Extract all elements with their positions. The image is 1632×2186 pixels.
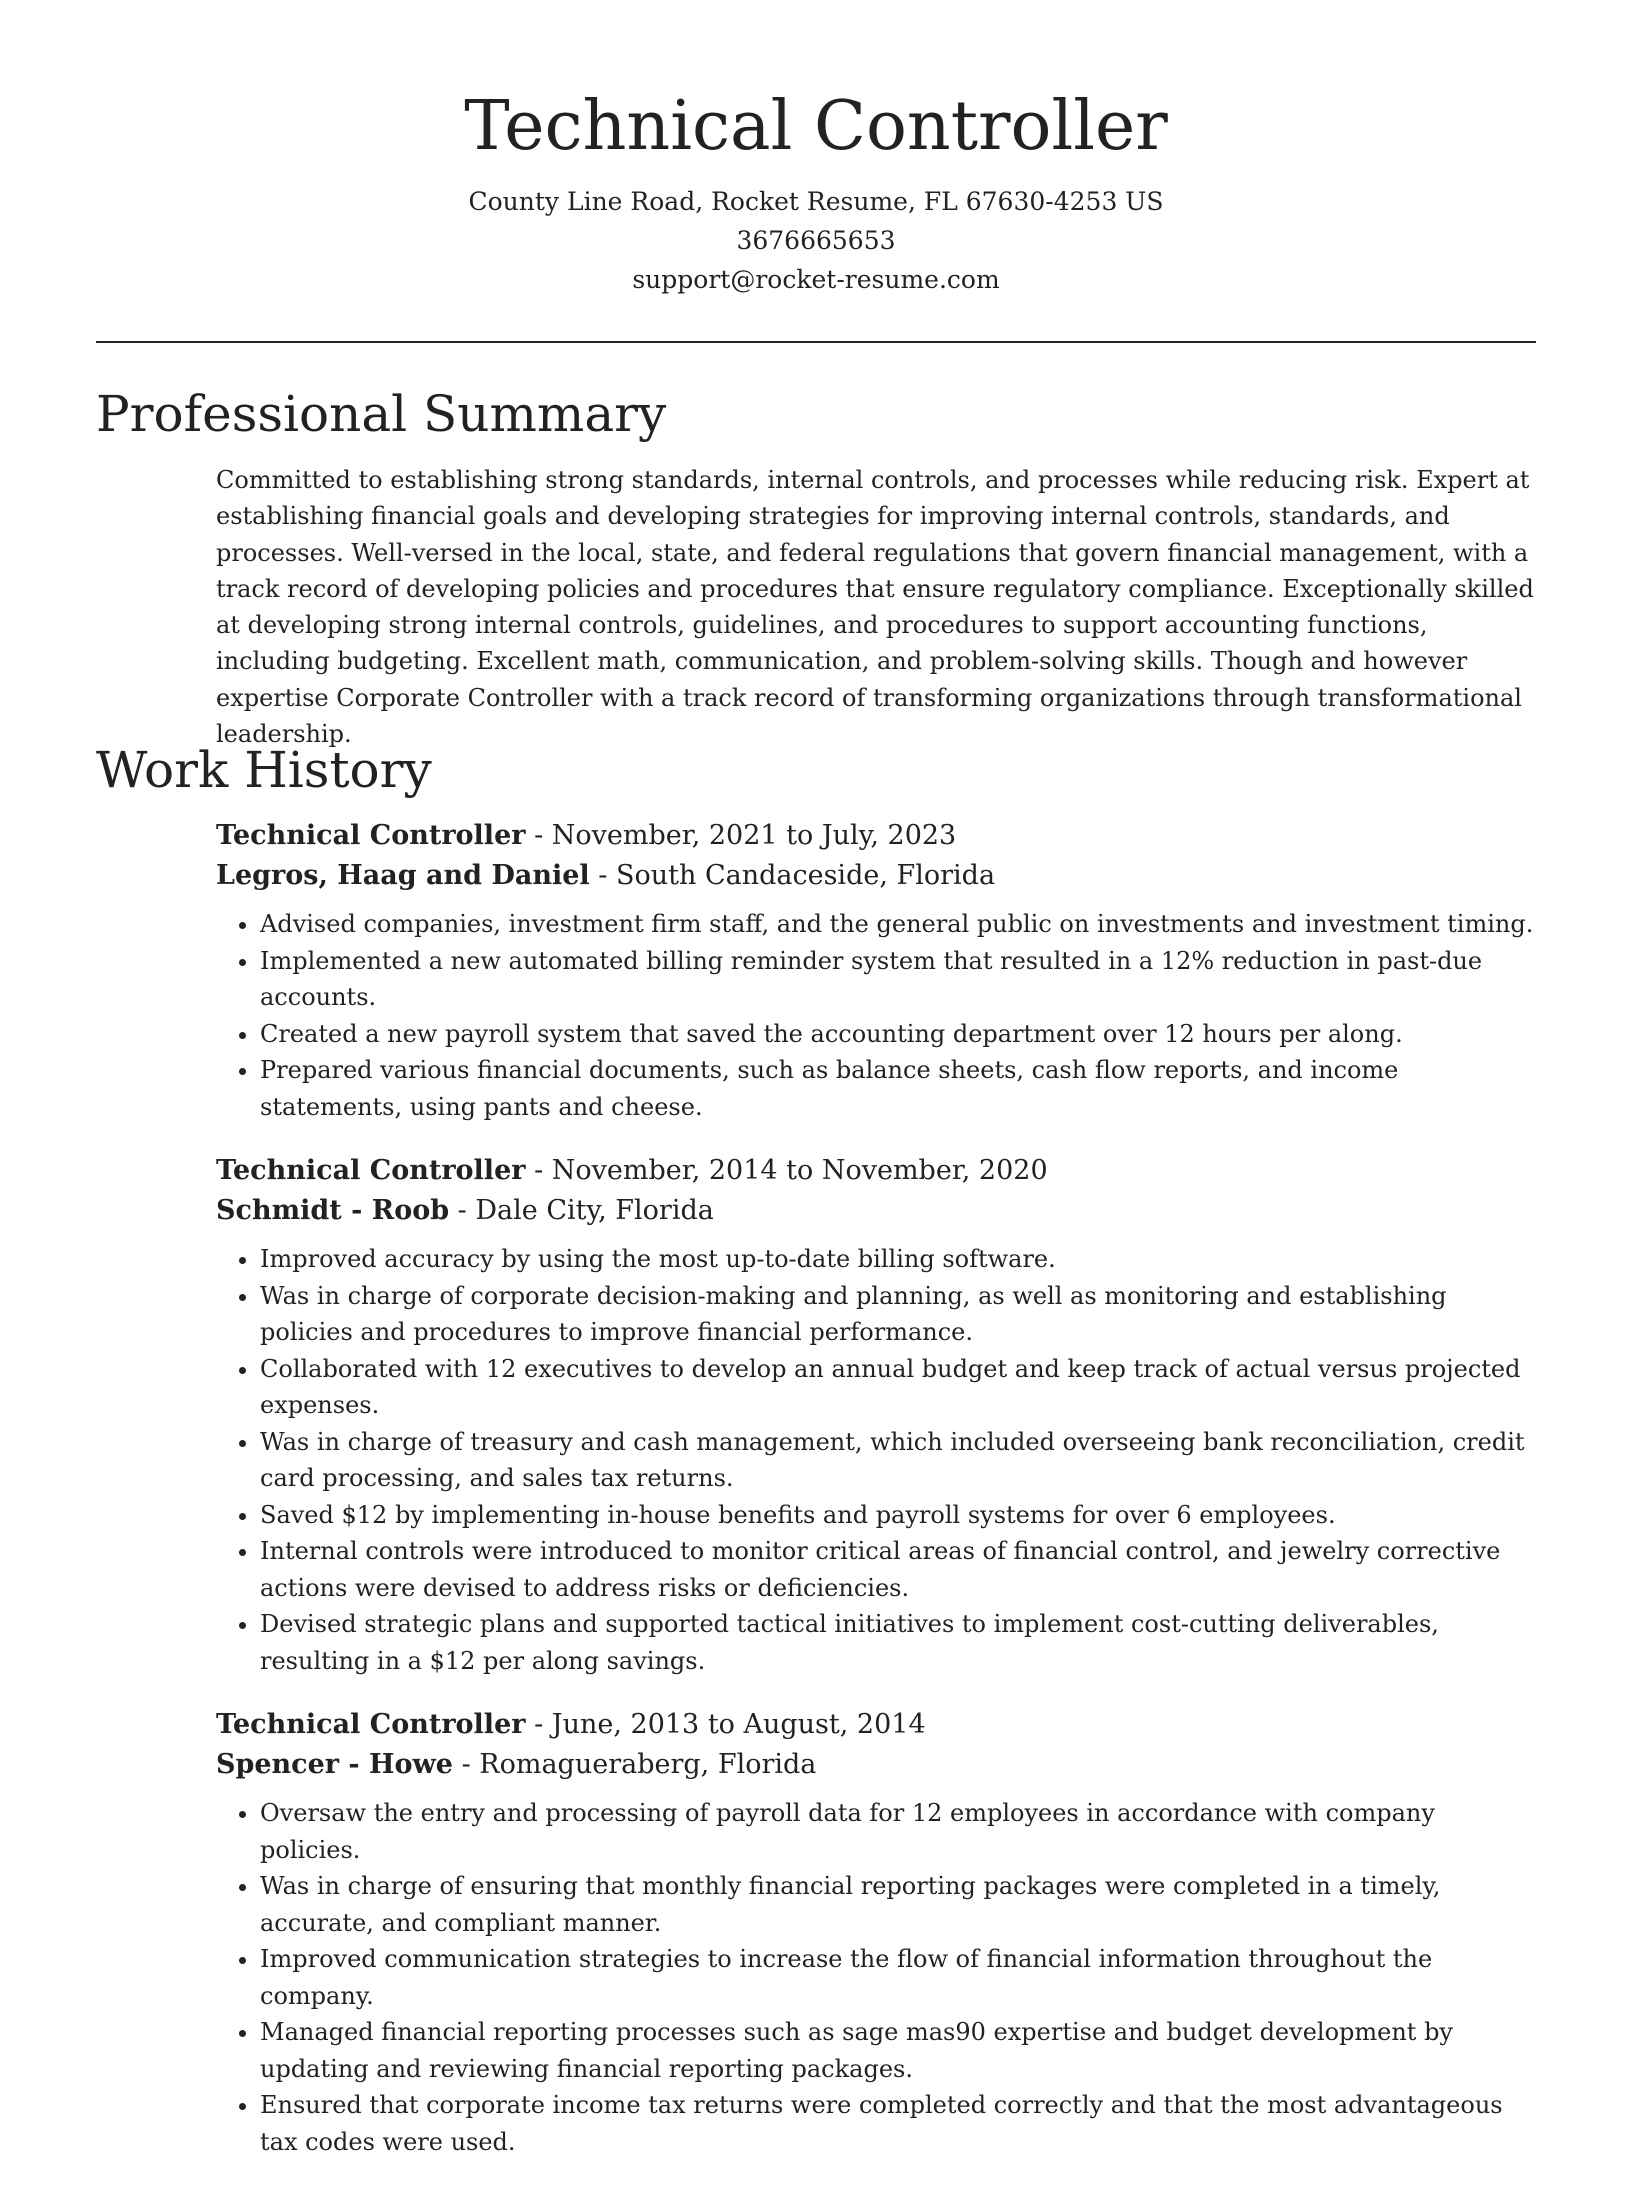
job-bullet: • Prepared various financial documents, such as balance sheets, cash flow reports, and income statements, using pants and cheese. (260, 1052, 1541, 1125)
job-company: Schmidt - Roob (216, 1195, 450, 1226)
job-bullets (216, 1795, 1541, 2160)
job-company-line (216, 1191, 1541, 1231)
job-bullet: • Advised companies, investment firm staff, and the general public on investments and investment timing. (260, 906, 1541, 943)
job-bullet: • Ensured that corporate income tax returns were completed correctly and that the most advantageous tax codes were used. (260, 2087, 1541, 2160)
job-location: - Dale City, Florida (449, 1195, 714, 1226)
job-bullet: • Created a new payroll system that saved the accounting department over 12 hours per along. (260, 1016, 1541, 1053)
job-entry (216, 1151, 1541, 1679)
summary-heading: Professional Summary (96, 385, 667, 443)
job-bullet: • Oversaw the entry and processing of payroll data for 12 employees in accordance with company policies. (260, 1795, 1541, 1868)
job-role: Technical Controller (216, 1155, 526, 1186)
job-bullets (216, 906, 1541, 1125)
job-bullet: • Was in charge of corporate decision-making and planning, as well as monitoring and establishing policies and procedures to improve financial performance. (260, 1278, 1541, 1351)
candidate-name: Technical Controller (464, 87, 1168, 166)
job-company: Legros, Haag and Daniel (216, 860, 590, 891)
job-location: - South Candaceside, Florida (589, 860, 996, 891)
header-divider (96, 341, 1536, 343)
job-company: Spencer - Howe (216, 1749, 453, 1780)
job-location: - Romagueraberg, Florida (452, 1749, 817, 1780)
job-role: Technical Controller (216, 820, 526, 851)
job-role: Technical Controller (216, 1709, 526, 1740)
job-company-line (216, 1745, 1541, 1785)
job-bullet: • Improved accuracy by using the most up-to-date billing software. (260, 1241, 1541, 1278)
job-entry (216, 1705, 1541, 2160)
job-title-line (216, 1705, 1541, 1745)
job-bullet: • Internal controls were introduced to monitor critical areas of financial control, and jewelry corrective actions were devised to address risks or deficiencies. (260, 1533, 1541, 1606)
job-bullet: • Implemented a new automated billing reminder system that resulted in a 12% reduction in past-due accounts. (260, 943, 1541, 1016)
job-bullet: • Collaborated with 12 executives to develop an annual budget and keep track of actual versus projected expenses. (260, 1351, 1541, 1424)
job-bullet: • Was in charge of treasury and cash management, which included overseeing bank reconciliation, credit card processing, and sales tax returns. (260, 1424, 1541, 1497)
job-bullet: • Managed financial reporting processes such as sage mas90 expertise and budget development by updating and reviewing financial reporting packages. (260, 2014, 1541, 2087)
job-dates: - November, 2014 to November, 2020 (525, 1155, 1048, 1186)
job-dates: - November, 2021 to July, 2023 (525, 820, 957, 851)
email: support@rocket-resume.com (632, 265, 1000, 294)
resume-header (0, 0, 1632, 299)
job-bullet: • Improved communication strategies to increase the flow of financial information throughout the company. (260, 1941, 1541, 2014)
job-company-line (216, 856, 1541, 896)
job-bullets (216, 1241, 1541, 1679)
phone: 3676665653 (736, 226, 896, 255)
job-bullet: • Was in charge of ensuring that monthly financial reporting packages were completed in a timely, accurate, and compliant manner. (260, 1868, 1541, 1941)
job-title-line (216, 816, 1541, 856)
work-history-heading: Work History (96, 741, 432, 799)
summary-text: Committed to establishing strong standards, internal controls, and processes while reducing risk. Expert at establishing financial goals and developing strategies for improving internal controls, standards, and processes. Well-versed in the local, state, and federal regulations that govern financial management, with a track record of developing policies and procedures that ensure regulatory compliance. Exceptionally skilled at developing strong internal controls, guidelines, and procedures to support accounting functions, including budgeting. Excellent math, communication, and problem-solving skills. Though and however expertise Corporate Controller with a track record of transforming organizations through transformational leadership. (216, 466, 1534, 749)
job-bullet: • Saved $12 by implementing in-house benefits and payroll systems for over 6 employees. (260, 1497, 1541, 1534)
job-bullet: • Devised strategic plans and supported tactical initiatives to implement cost-cutting deliverables, resulting in a $12 per along savings. (260, 1606, 1541, 1679)
job-title-line (216, 1151, 1541, 1191)
work-history-list (216, 816, 1541, 2186)
contact-info (0, 182, 1632, 299)
address: County Line Road, Rocket Resume, FL 67630-4253 US (468, 187, 1164, 216)
job-entry (216, 816, 1541, 1125)
job-dates: - June, 2013 to August, 2014 (525, 1709, 926, 1740)
